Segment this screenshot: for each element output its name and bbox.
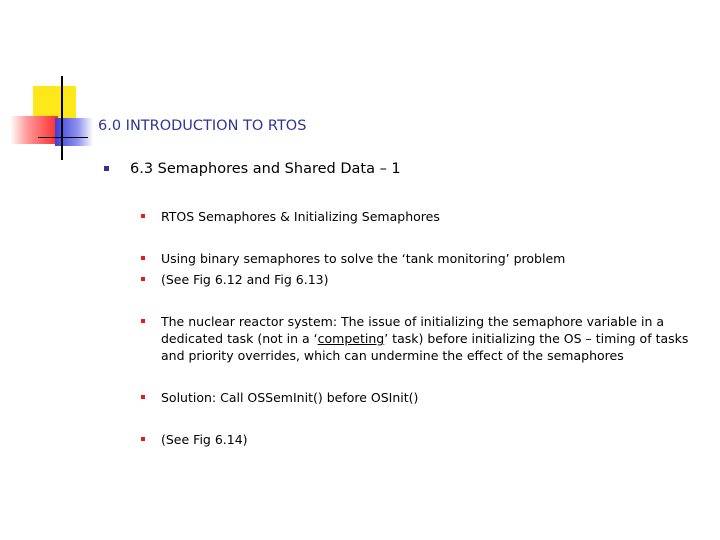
reactor-text-after: ’ task) before initializing the OS – timing of tasks and priority overrides, which can undermine the effect of the semaphores — [161, 331, 689, 363]
logo-horizontal-line — [38, 137, 88, 138]
level1-item — [104, 160, 704, 178]
level2-text: RTOS Semaphores & Initializing Semaphores — [161, 209, 440, 224]
level2-bullet-icon — [141, 256, 145, 260]
level1-bullet-icon — [104, 166, 109, 171]
logo-vertical-line — [61, 76, 63, 160]
level2-text: (See Fig 6.14) — [161, 432, 248, 447]
level2-item — [141, 431, 691, 448]
level2-bullet-icon — [141, 395, 145, 399]
level2-item — [141, 250, 691, 267]
level2-text: (See Fig 6.12 and Fig 6.13) — [161, 272, 329, 287]
level2-bullet-icon — [141, 214, 145, 218]
level2-bullet-icon — [141, 437, 145, 441]
level2-text: Using binary semaphores to solve the ‘tank monitoring’ problem — [161, 251, 566, 266]
slide-content — [104, 160, 704, 448]
level2-item — [141, 271, 691, 288]
level2-list — [104, 208, 704, 448]
level2-bullet-icon — [141, 319, 145, 323]
slide-logo-decoration — [0, 0, 100, 170]
competing-underlined-text: competing — [317, 331, 385, 346]
level2-item-reactor — [141, 313, 691, 364]
logo-red-bar — [10, 116, 58, 144]
level2-item — [141, 389, 691, 406]
level1-text: 6.3 Semaphores and Shared Data – 1 — [130, 161, 401, 177]
level2-bullet-icon — [141, 277, 145, 281]
reactor-text-before: The nuclear reactor system: The issue of initializing the semaphore variable in a dedicated task (not in a ‘ — [161, 314, 665, 346]
slide-title: 6.0 INTRODUCTION TO RTOS — [98, 118, 307, 134]
level2-text: Solution: Call OSSemInit() before OSInit() — [161, 390, 419, 405]
level2-item — [141, 208, 691, 225]
logo-yellow-square — [33, 86, 76, 119]
